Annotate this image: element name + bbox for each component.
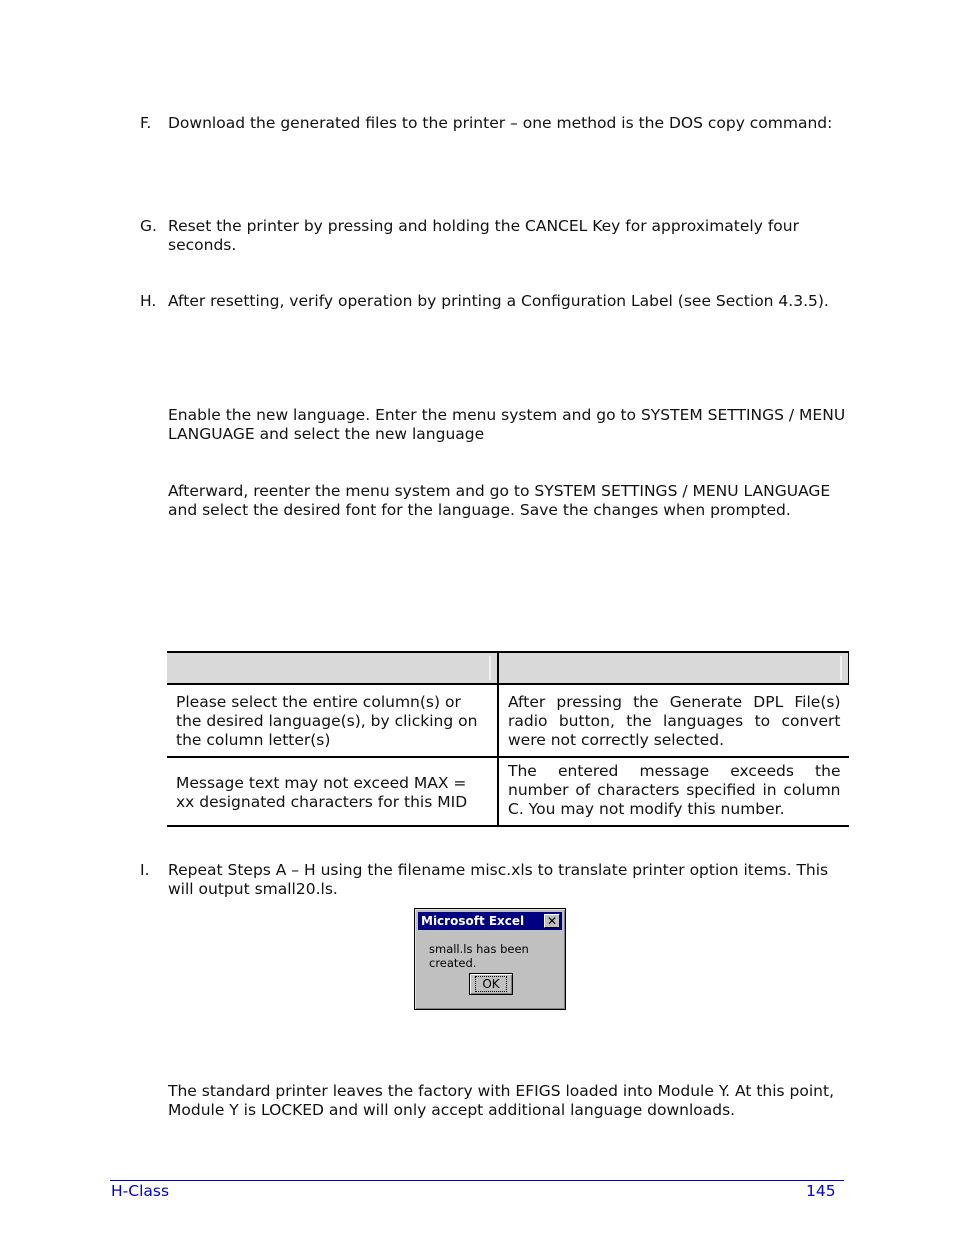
table-row xyxy=(167,684,849,757)
step-letter: G. xyxy=(140,217,157,235)
enable-language-paragraph: Enable the new language. Enter the menu system and go to SYSTEM SETTINGS / MENU LANGUAGE and select the new language xyxy=(168,406,846,443)
step-text: After resetting, verify operation by printing a Configuration Label (see Section 4.3.5). xyxy=(168,292,829,310)
footer-divider xyxy=(110,1180,844,1181)
message-cell: Message text may not exceed MAX = xx designated characters for this MID xyxy=(167,757,498,826)
close-icon[interactable]: ✕ xyxy=(544,914,560,928)
step-g xyxy=(140,217,845,255)
dialog-title: Microsoft Excel xyxy=(421,914,525,928)
dialog-message: small.ls has been created. xyxy=(429,942,529,970)
step-text: Repeat Steps A – H using the filename misc.xls to translate printer option items. This will output small20.ls. xyxy=(168,861,829,898)
table-header-cell xyxy=(498,652,849,684)
standard-printer-paragraph: The standard printer leaves the factory with EFIGS loaded into Module Y. At this point, Module Y is LOCKED and will only accept additional language downloads. xyxy=(168,1082,835,1119)
step-text: Reset the printer by pressing and holding the CANCEL Key for approximately four seconds. xyxy=(168,217,799,254)
dialog-titlebar xyxy=(418,912,562,930)
excel-message-dialog xyxy=(414,908,566,1010)
ok-button-label: OK xyxy=(475,976,506,992)
cause-cell: After pressing the Generate DPL File(s) radio button, the languages to convert were not correctly selected. xyxy=(498,684,849,757)
message-cell: Please select the entire column(s) or the desired language(s), by clicking on the column letter(s) xyxy=(167,684,498,757)
step-letter: I. xyxy=(140,861,150,879)
table-header-cell xyxy=(167,652,498,684)
table-header-row xyxy=(167,652,849,684)
cause-cell: The entered message exceeds the number of characters specified in column C. You may not modify this number. xyxy=(498,757,849,826)
ok-button[interactable] xyxy=(469,973,513,995)
error-messages-table xyxy=(167,651,849,827)
footer-page-number: 145 xyxy=(806,1182,836,1200)
step-h xyxy=(140,292,845,311)
step-f xyxy=(140,114,845,133)
step-letter: F. xyxy=(140,114,152,132)
step-i xyxy=(140,861,845,899)
step-letter: H. xyxy=(140,292,157,310)
step-text: Download the generated files to the printer – one method is the DOS copy command: xyxy=(168,114,833,132)
afterward-paragraph: Afterward, reenter the menu system and go to SYSTEM SETTINGS / MENU LANGUAGE and select the desired font for the language. Save the changes when prompted. xyxy=(168,482,831,519)
table-row xyxy=(167,757,849,826)
footer-product-name: H-Class xyxy=(111,1182,170,1200)
